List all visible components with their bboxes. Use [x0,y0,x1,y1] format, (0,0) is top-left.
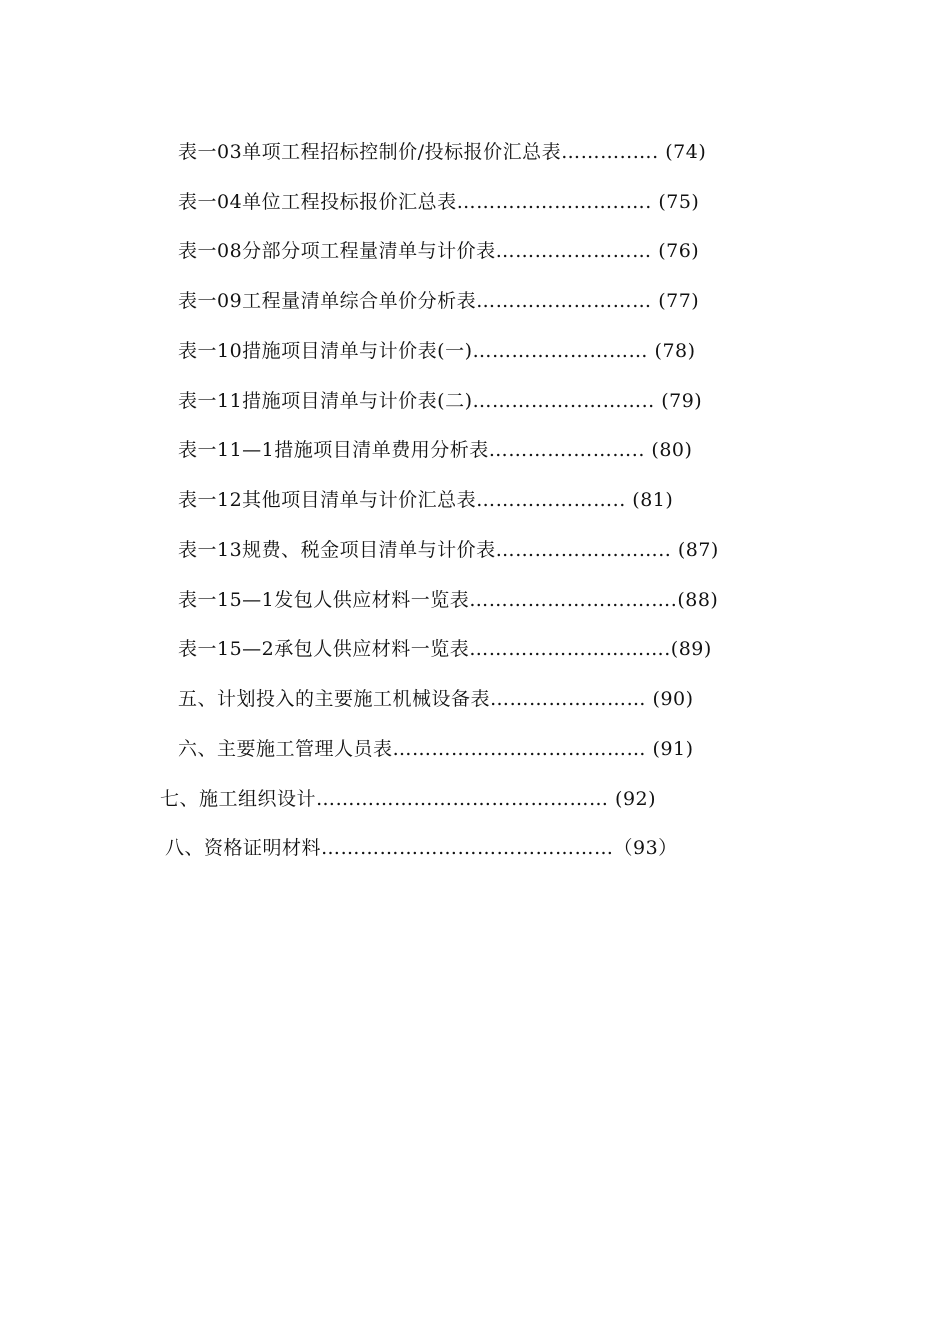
toc-entry-table-15-1: 表一15—1发包人供应材料一览表……………………….….(88) [178,589,719,611]
toc-entry-table-11-1: 表一11—1措施项目清单费用分析表………….……….. (80) [178,439,693,461]
toc-entry-table-11: 表一11措施项目清单与计价表(二)……………..……….. (79) [178,390,703,412]
toc-entry-table-09: 表一09工程量清单综合单价分析表……………………… (77) [178,290,700,312]
toc-entry-section-8: 八、资格证明材料………………………………………（93） [165,837,678,859]
toc-entry-section-7: 七、施工组织设计……………………………………… (92) [160,788,657,810]
toc-entry-table-04: 表一04单位工程投标报价汇总表……………………..…. (75) [178,191,700,213]
toc-entry-table-08: 表一08分部分项工程量清单与计价表…………………… (76) [178,240,700,262]
toc-entry-section-5: 五、计划投入的主要施工机械设备表…………………… (90) [178,688,694,710]
toc-entry-table-13: 表一13规费、税金项目清单与计价表……….…………….. (87) [178,539,719,561]
toc-entry-table-12: 表一12其他项目清单与计价汇总表………………….. (81) [178,489,674,511]
toc-entry-table-15-2: 表一15—2承包人供应材料一览表………………………….(89) [178,638,712,660]
toc-entry-section-6: 六、主要施工管理人员表………………………………… (91) [178,738,694,760]
toc-entry-table-03: 表一03单项工程招标控制价/投标报价汇总表………..…. (74) [178,141,707,163]
toc-entry-table-10: 表一10措施项目清单与计价表(一)……………………… (78) [178,340,696,362]
